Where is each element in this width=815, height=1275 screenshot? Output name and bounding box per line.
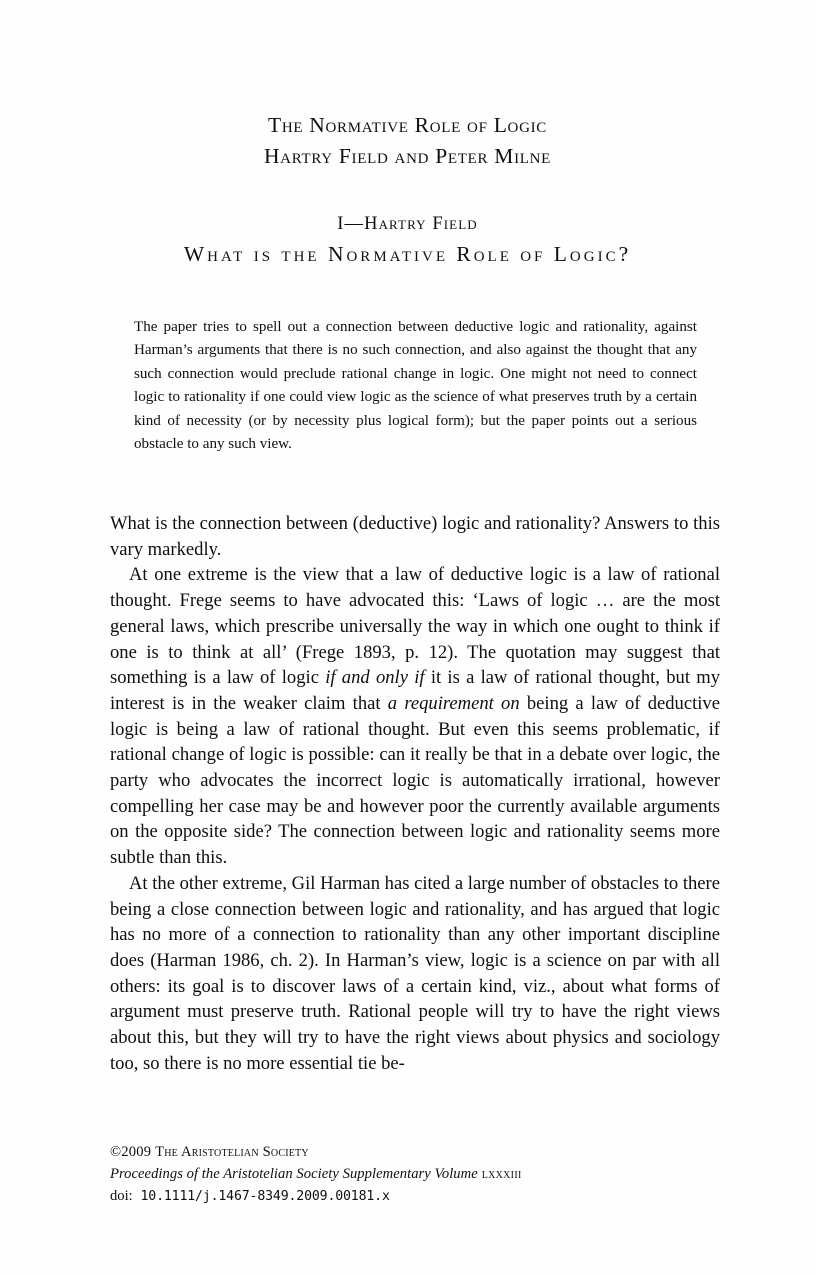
article-title-block xyxy=(0,110,815,172)
journal-volume: lxxxiii xyxy=(477,1165,522,1182)
doi-label: doi: xyxy=(110,1188,133,1204)
journal-name: Proceedings of the Aristotelian Society Supplementary Volume xyxy=(110,1165,478,1182)
body-text xyxy=(110,511,720,1076)
section-heading-block xyxy=(0,211,815,270)
copyright-symbol-year: ©2009 xyxy=(110,1144,156,1160)
text-run: At the other extreme, Gil Harman has cited a large number of obstacles to there being a close connection between logic and rationality, and has argued that logic has no more of a connection to rationality than any other important discipline does (Harman 1986, ch. 2). In Harman’s view, logic is a science on par with all others: its goal is to discover laws of a certain kind, viz., about what forms of argument must preserve truth. Rational people will try to have the right views about this, but they will try to have the right views about physics and sociology too, so there is no more essential tie be- xyxy=(110,872,720,1074)
body-paragraph xyxy=(110,562,720,870)
copyright-holder: The Aristotelian Society xyxy=(155,1144,309,1160)
copyright-line xyxy=(110,1142,720,1164)
text-run: At one extreme is the view that a law of deductive logic is a law of rational thought. Frege seems to have advocated this: ‘Laws of logic … are the most general laws, which prescribe universally the way in which one ought to think if one is to think at all’ (Frege 1893, p. 12). The quotation may suggest that something is a law of logic xyxy=(110,564,720,689)
text-run: What is the connection between (deductive) logic and rationality? Answers to this vary markedly. xyxy=(110,513,720,560)
abstract-text: The paper tries to spell out a connection between deductive logic and rationality, against Harman’s arguments that there is no such connection, and also against the thought that any such connection would preclude rational change in logic. One might not need to connect logic to rationality if one could view logic as the science of what preserves truth by a certain kind of necessity (or by necessity plus logical form); but the paper points out a serious obstacle to any such view. xyxy=(134,319,697,453)
section-title-heading: What is the Normative Role of Logic? xyxy=(183,242,632,266)
body-paragraph xyxy=(110,511,720,562)
text-run: being a law of deductive logic is being a law of rational thought. But even this seems problematic, if rational change of logic is possible: can it really be that in a debate over logic, the party who advocates the incorrect logic is automatically irrational, however compelling her case may be and however poor the currently available arguments on the opposite side? The connection between logic and rationality seems more subtle than this. xyxy=(110,692,720,869)
section-author-heading: I—Hartry Field xyxy=(337,214,478,234)
text-run: it is a law of rational thought, but my interest is in the weaker claim that xyxy=(110,667,721,714)
page-footer xyxy=(110,1142,720,1208)
article-title-line-1: The Normative Role of Logic xyxy=(267,113,548,137)
emphasis-run: if and only if xyxy=(325,667,425,689)
article-authors-line: Hartry Field and Peter Milne xyxy=(263,144,552,168)
doi-line xyxy=(110,1186,720,1208)
doi-value[interactable]: 10.1111/j.1467-8349.2009.00181.x xyxy=(132,1189,390,1204)
body-paragraph xyxy=(110,871,720,1077)
emphasis-run: a requirement on xyxy=(387,692,520,714)
journal-line xyxy=(110,1164,720,1186)
